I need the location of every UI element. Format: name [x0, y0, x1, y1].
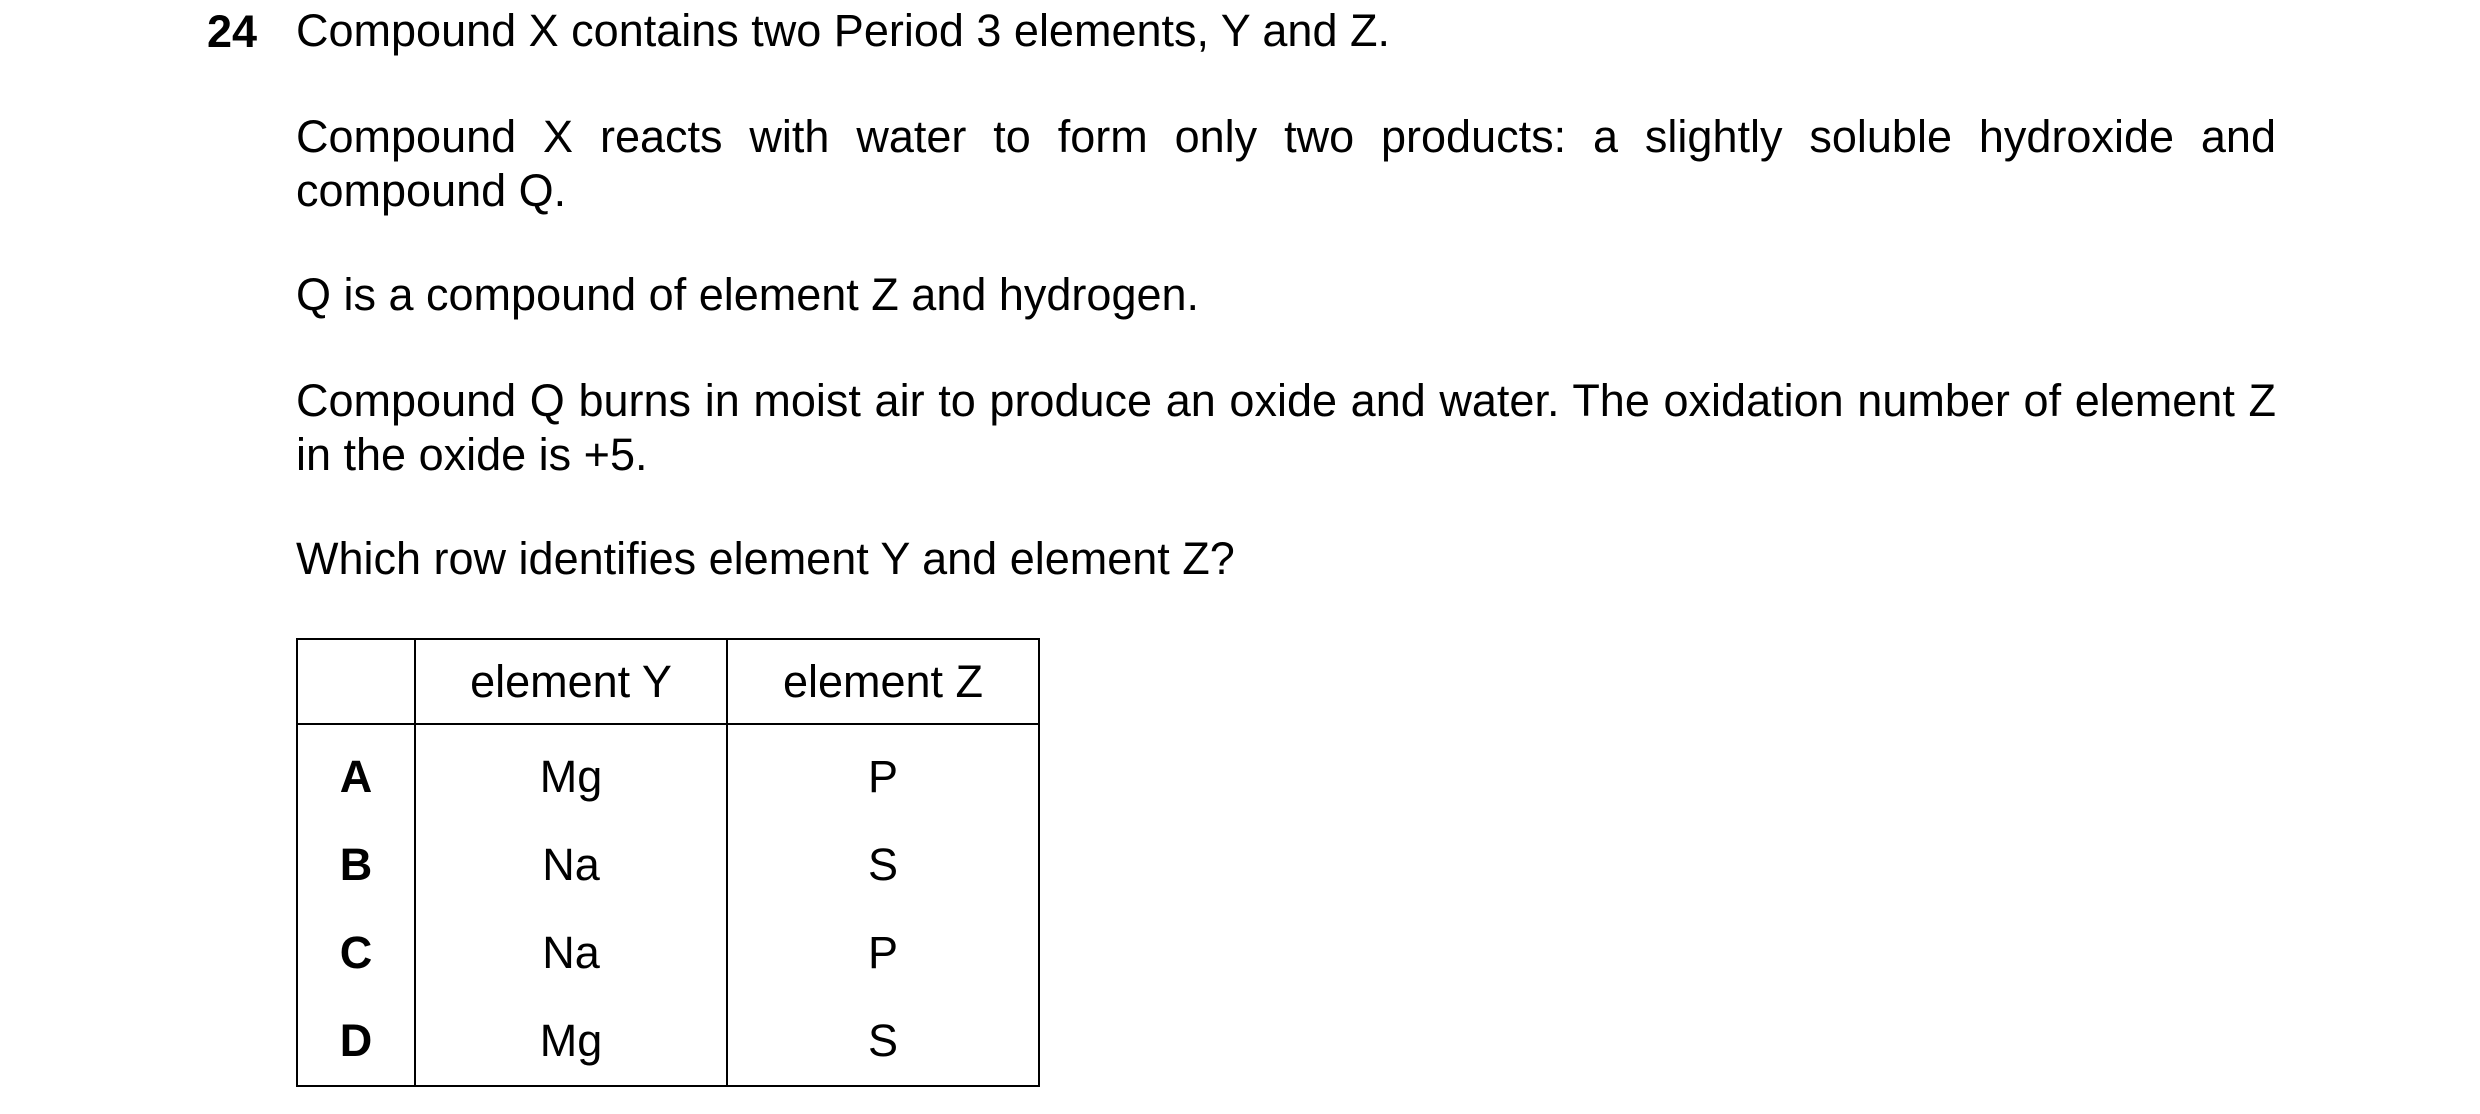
element-y-cell: Mg [415, 724, 727, 821]
element-y-cell: Na [415, 909, 727, 997]
table-row [297, 997, 1039, 1086]
option-letter: B [297, 821, 415, 909]
header-blank [297, 639, 415, 724]
question-number: 24 [207, 6, 258, 57]
element-y-cell: Mg [415, 997, 727, 1086]
header-element-z: element Z [727, 639, 1039, 724]
table-header-row [297, 639, 1039, 724]
option-letter: D [297, 997, 415, 1086]
option-letter: A [297, 724, 415, 821]
table-row [297, 821, 1039, 909]
table-row [297, 909, 1039, 997]
element-z-cell: P [727, 909, 1039, 997]
option-letter: C [297, 909, 415, 997]
question-paragraph-2: Compound X reacts with water to form only two products: a slightly soluble hydroxide and compound Q. [296, 111, 2276, 216]
question-paragraph-3: Q is a compound of element Z and hydrogen. [296, 269, 1200, 320]
element-z-cell: S [727, 821, 1039, 909]
answer-options-table [296, 638, 1040, 1087]
question-paragraph-1: Compound X contains two Period 3 elements, Y and Z. [296, 5, 1390, 56]
element-y-cell: Na [415, 821, 727, 909]
question-prompt: Which row identifies element Y and element Z? [296, 533, 1235, 584]
header-element-y: element Y [415, 639, 727, 724]
question-paragraph-4: Compound Q burns in moist air to produce an oxide and water. The oxidation number of element Z in the oxide is +5. [296, 375, 2276, 480]
element-z-cell: S [727, 997, 1039, 1086]
element-z-cell: P [727, 724, 1039, 821]
table-row [297, 724, 1039, 821]
